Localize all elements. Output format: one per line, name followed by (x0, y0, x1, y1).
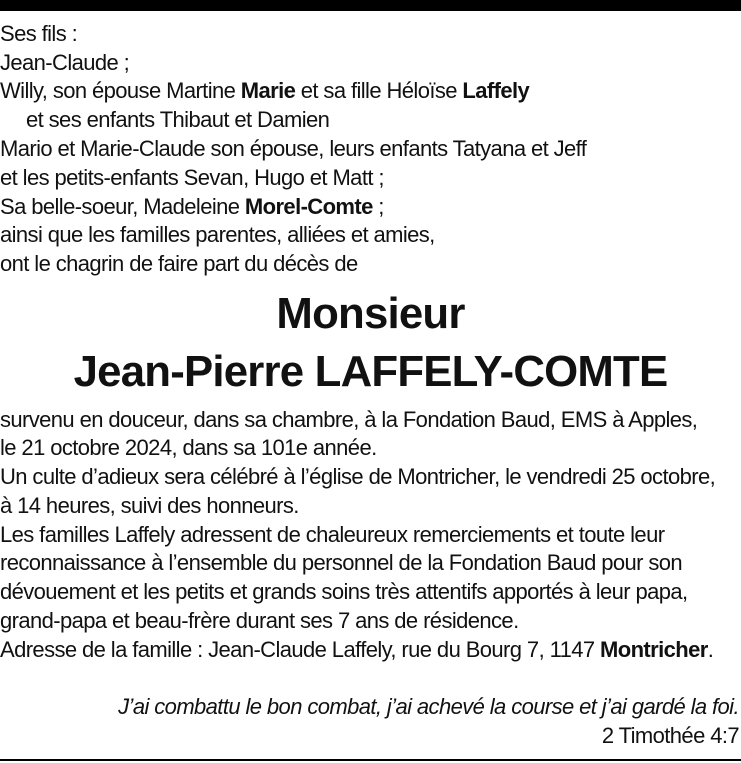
relatives: ainsi que les familles parentes, alliées et amies, (0, 222, 435, 247)
sister-in-law-surname: Morel-Comte (244, 194, 373, 219)
son-willy-children: et ses enfants Thibaut et Damien (26, 107, 330, 132)
deceased-name: Jean-Pierre LAFFELY-COMTE (73, 347, 668, 396)
body-line-5: Les familles Laffely adressent de chaleureux remerciements et toute leur (0, 522, 665, 547)
top-border-rule (0, 0, 741, 11)
family-address-period: . (707, 637, 714, 662)
sister-in-law (0, 193, 384, 221)
body-line-2: le 21 octobre 2024, dans sa 101e année. (0, 435, 377, 460)
body-line-1: survenu en douceur, dans sa chambre, à la Fondation Baud, EMS à Apples, (0, 407, 698, 432)
announcement: ont le chagrin de faire part du décès de (0, 251, 358, 276)
son-willy-surname-laffely: Laffely (462, 78, 530, 103)
son-willy-text-2: et sa fille Héloïse (295, 78, 463, 103)
son-willy-text-1: Willy, son épouse Martine (0, 78, 241, 103)
bottom-border-rule (0, 759, 741, 761)
family-address-town: Montricher (600, 637, 708, 662)
body-line-8: grand-papa et beau-frère durant ses 7 ans de résidence. (0, 608, 519, 633)
sister-in-law-text-2: ; (372, 194, 384, 219)
son-willy (0, 77, 529, 105)
scripture-reference: 2 Timothée 4:7 (601, 723, 739, 748)
deceased-title: Monsieur (276, 289, 465, 338)
son-jean-claude: Jean-Claude ; (0, 50, 130, 75)
family-address-text: Adresse de la famille : Jean-Claude Laffely, rue du Bourg 7, 1147 (0, 637, 601, 662)
son-willy-surname-marie: Marie (240, 78, 296, 103)
family-address (0, 636, 713, 664)
son-mario: Mario et Marie-Claude son épouse, leurs enfants Tatyana et Jeff (0, 136, 587, 161)
sons-label: Ses fils : (0, 21, 78, 46)
grandchildren: et les petits-enfants Sevan, Hugo et Matt ; (0, 165, 384, 190)
body-line-6: reconnaissance à l’ensemble du personnel de la Fondation Baud pour son (0, 550, 683, 575)
body-line-3: Un culte d’adieux sera célébré à l’église de Montricher, le vendredi 25 octobre, (0, 464, 716, 489)
body-line-7: dévouement et les petits et grands soins très attentifs apportés à leur papa, (0, 579, 688, 604)
body-line-4: à 14 heures, suivi des honneurs. (0, 493, 299, 518)
scripture-quote: J’ai combattu le bon combat, j’ai achevé la course et j’ai gardé la foi. (118, 694, 739, 719)
sister-in-law-text-1: Sa belle-soeur, Madeleine (0, 194, 245, 219)
